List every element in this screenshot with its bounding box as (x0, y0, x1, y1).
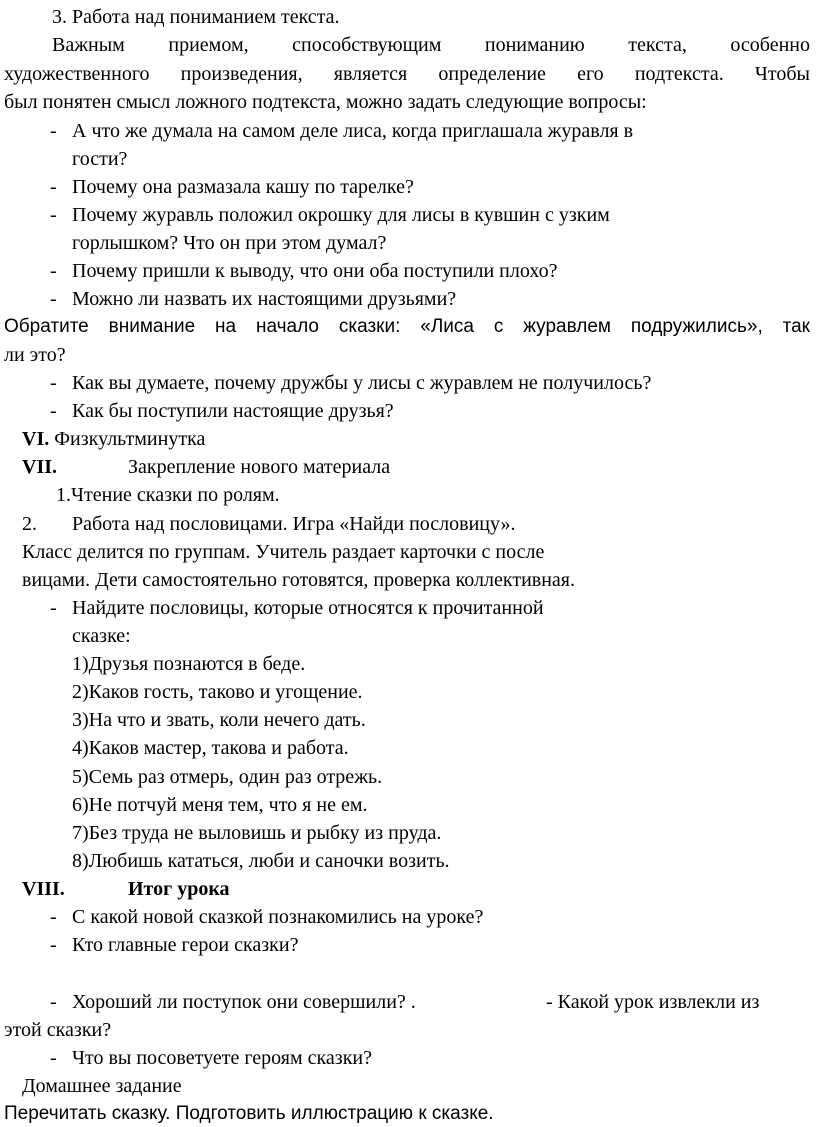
attention-line2: ли это? (4, 344, 66, 366)
proverb-item: 5)Семь раз отмерь, один раз отрежь. (72, 766, 383, 788)
task-item: - Найдите пословицы, которые относятся к прочитанной (50, 597, 544, 619)
class-description-line2: вицами. Дети самостоятельно готовятся, проверка коллективная. (22, 569, 575, 591)
proverb-item: 2)Каков гость, таково и угощение. (72, 681, 363, 703)
question-item: - А что же думала на самом деле лиса, когда приглашала журавля в (50, 120, 634, 142)
question-item: - Хороший ли поступок они совершили? . (50, 991, 416, 1013)
homework-title: Домашнее задание (22, 1075, 182, 1097)
section6-heading: VI. Физкультминутка (22, 428, 206, 450)
question-item: - Как бы поступили настоящие друзья? (50, 400, 394, 422)
question-item-continuation: этой сказки? (4, 1019, 112, 1041)
section7-title: Закрепление нового материала (128, 456, 391, 478)
question-item: - Почему пришли к выводу, что они оба поступили плохо? (50, 260, 558, 282)
numbered-item: 1.Чтение сказки по ролям. (56, 484, 280, 506)
section8-number: VIII. (22, 878, 65, 900)
question-item: - Почему она размазала кашу по тарелке? (50, 176, 414, 198)
question-item: - Кто главные герои сказки? (50, 934, 299, 956)
question-item: - Почему журавль положил окрошку для лисы в кувшин с узким (50, 204, 610, 226)
homework-text: Перечитать сказку. Подготовить иллюстрацию к сказке. (4, 1103, 494, 1124)
question-item-continuation: горлышком? Что он при этом думал? (72, 232, 387, 254)
proverb-item: 6)Не потчуй меня тем, что я не ем. (72, 794, 368, 816)
class-description-line1: Класс делится по группам. Учитель раздает карточки с после (22, 541, 545, 563)
proverb-item: 4)Каков мастер, такова и работа. (72, 737, 349, 759)
section3-paragraph-line3: был понятен смысл ложного подтекста, можно задать следующие вопросы: (4, 91, 647, 113)
section3-paragraph-line1: Важным приемом, способствующим пониманию текста, особенно (52, 34, 810, 56)
section7-number: VII. (22, 456, 58, 478)
attention-line1: Обратите внимание на начало сказки: «Лиса с журавлем подружились», так (4, 316, 810, 337)
section3-paragraph-line2: художественного произведения, является определение его подтекста. Чтобы (4, 63, 810, 85)
question-item-continuation: гости? (72, 148, 128, 170)
question-item: - С какой новой сказкой познакомились на уроке? (50, 906, 484, 928)
question-item: - Можно ли назвать их настоящими друзьями? (50, 288, 457, 310)
numbered-item: 2. Работа над пословицами. Игра «Найди пословицу». (22, 513, 516, 535)
proverb-item: 7)Без труда не выловишь и рыбку из пруда. (72, 822, 442, 844)
question-item: - Что вы посоветуете героям сказки? (50, 1047, 372, 1069)
question-item: - Какой урок извлекли из (546, 991, 760, 1013)
section8-title: Итог урока (128, 878, 230, 900)
question-item: - Как вы думаете, почему дружбы у лисы с журавлем не получилось? (50, 372, 652, 394)
section3-heading: 3. Работа над пониманием текста. (52, 6, 340, 28)
task-item-continuation: сказке: (72, 625, 131, 647)
proverb-item: 8)Любишь кататься, люби и саночки возить. (72, 850, 450, 872)
proverb-item: 1)Друзья познаются в беде. (72, 653, 306, 675)
proverb-item: 3)На что и звать, коли нечего дать. (72, 709, 366, 731)
